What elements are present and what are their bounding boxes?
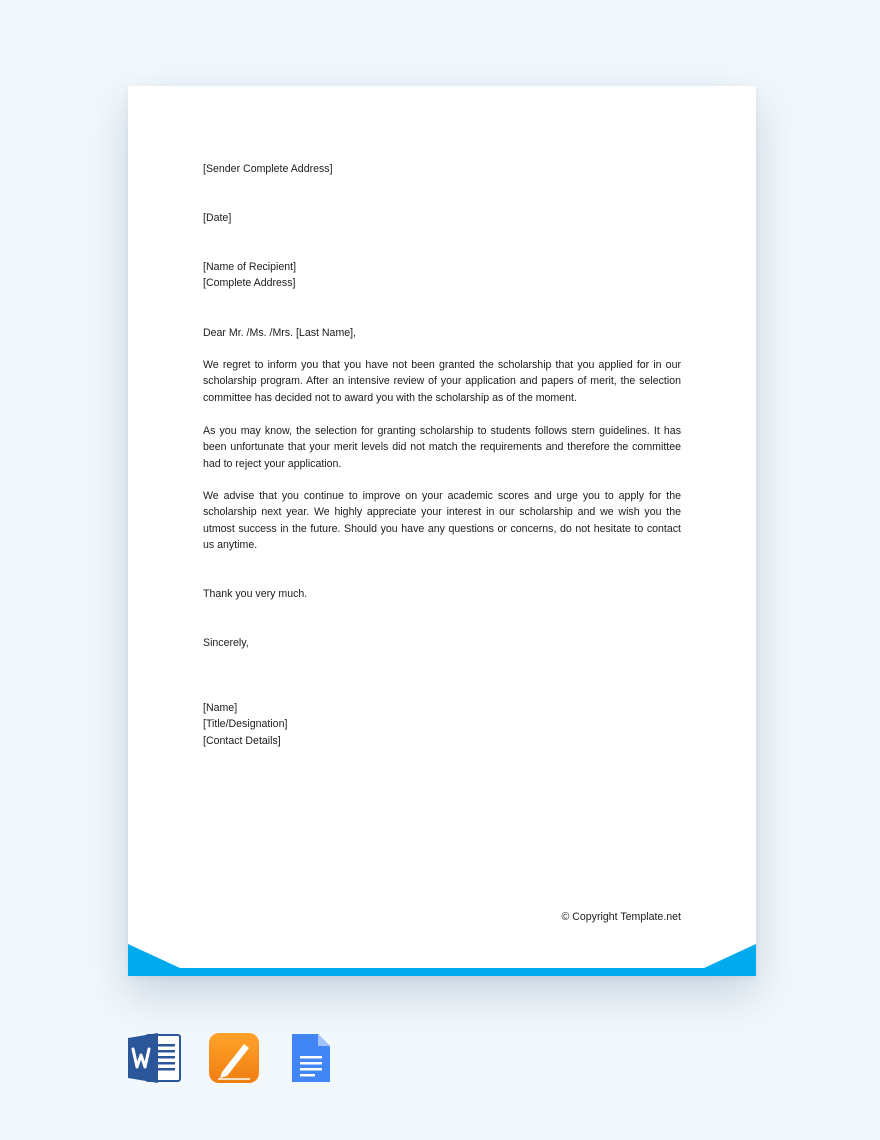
- body-paragraph-1: We regret to inform you that you have not been granted the scholarship that you applied for in our scholarship program. After an intensive review of your application and papers of merit, the selection committee has decided not to award you with the scholarship as of the moment.: [203, 359, 681, 404]
- footer-accent-band: [128, 942, 756, 976]
- recipient-name: [Name of Recipient]: [203, 261, 297, 273]
- body-paragraph-2: As you may know, the selection for granting scholarship to students follows stern guidelines. It has been unfortunate that your merit levels did not match the requirements and therefore the committee had to reject your application.: [203, 425, 681, 470]
- salutation: Dear Mr. /Ms. /Mrs. [Last Name],: [203, 327, 357, 339]
- signer-title: [Title/Designation]: [203, 718, 288, 731]
- recipient-block: [203, 259, 681, 292]
- google-docs-icon[interactable]: [290, 1032, 332, 1084]
- microsoft-word-icon[interactable]: [128, 1032, 182, 1084]
- sender-address: [Sender Complete Address]: [203, 163, 333, 175]
- signature-block: [203, 700, 681, 749]
- apple-pages-icon[interactable]: [208, 1032, 260, 1084]
- closing-line: Sincerely,: [203, 637, 249, 649]
- signer-name: [Name]: [203, 702, 238, 714]
- body-paragraph-3: We advise that you continue to improve on your academic scores and urge you to apply for the scholarship next year. We highly appreciate your interest in our scholarship and we wish you the utmost success in the future. Should you have any questions or concerns, do not hesitate to contact us anytime.: [203, 490, 681, 552]
- letter-date: [Date]: [203, 212, 232, 224]
- signer-contact: [Contact Details]: [203, 734, 281, 747]
- thanks-line: Thank you very much.: [203, 588, 308, 600]
- copyright-text: © Copyright Template.net: [561, 911, 681, 923]
- letter-page: [128, 86, 756, 976]
- recipient-address: [Complete Address]: [203, 277, 296, 290]
